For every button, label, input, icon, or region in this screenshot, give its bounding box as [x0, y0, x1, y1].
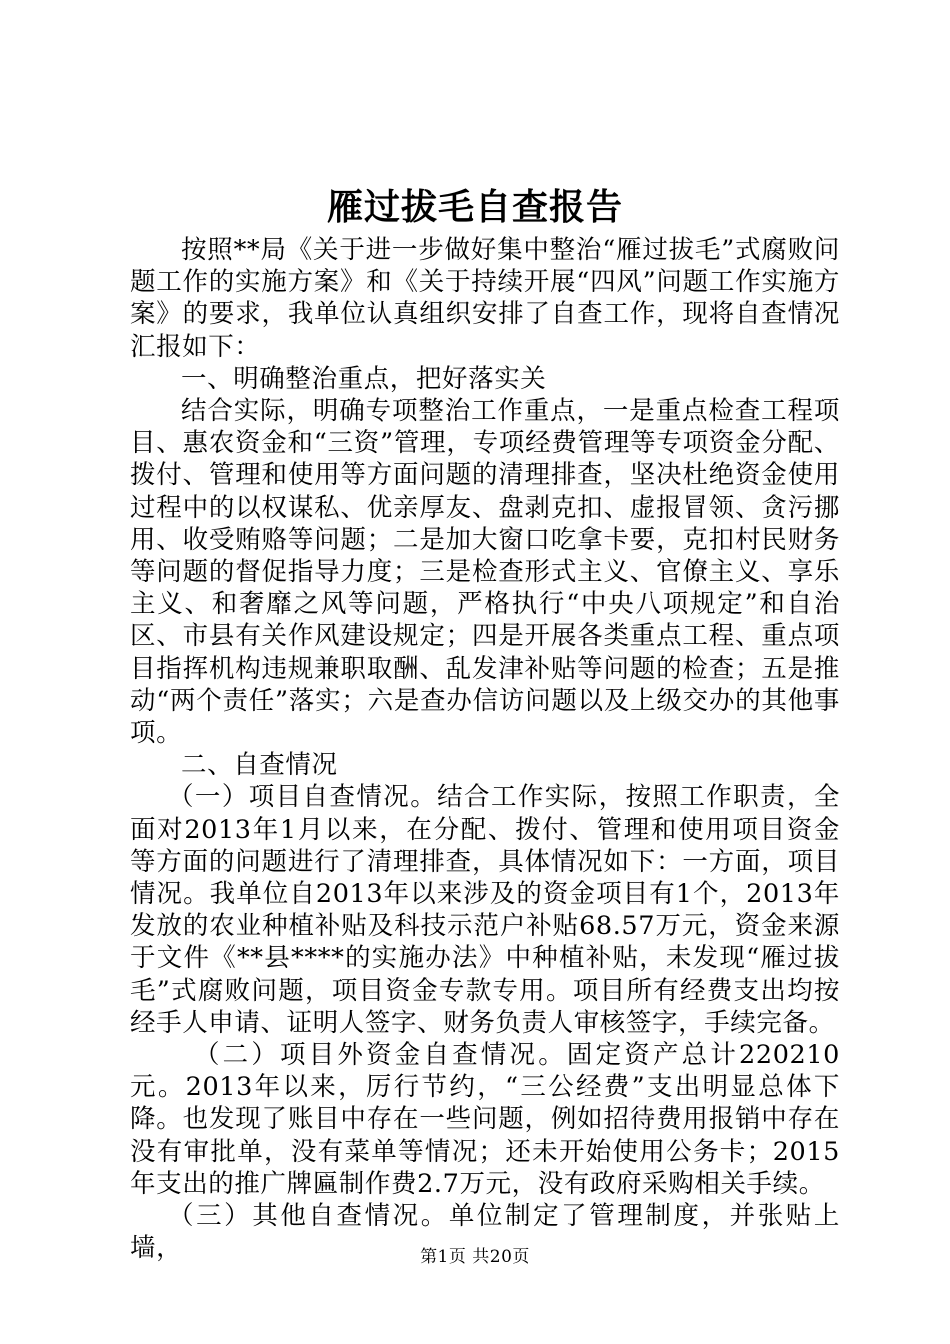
subsection-1-paragraph: （一）项目自查情况。结合工作实际，按照工作职责，全面对2013年1月以来，在分配、拨付、管理和使用项目资金等方面的问题进行了清理排查，具体情况如下：一方面，项目情况。我单位自2013年以来涉及的资金项目有1个，2013年发放的农业种植补贴及科技示范户补贴68.57万元，资金来源于文件《**县****的实施办法》中种植补贴，未发现“雁过拔毛”式腐败问题，项目资金专款专用。项目所有经费支出均按经手人申请、证明人签字、财务负责人审核签字，手续完备。 — [130, 782, 840, 1038]
document-body — [130, 234, 840, 1265]
page-number-footer: 第1页 共20页 — [420, 1247, 530, 1267]
section-heading-1: 一、明确整治重点，把好落实关 — [181, 363, 547, 394]
document-title: 雁过拔毛自查报告 — [326, 186, 623, 228]
section-heading-2: 二、自查情况 — [181, 750, 338, 781]
section-1-paragraph: 结合实际，明确专项整治工作重点，一是重点检查工程项目、惠农资金和“三资”管理，专项经费管理等专项资金分配、拨付、管理和使用等方面问题的清理排查，坚决杜绝资金使用过程中的以权谋私、优亲厚友、盘剥克扣、虚报冒领、贪污挪用、收受贿赂等问题；二是加大窗口吃拿卡要，克扣村民财务等问题的督促指导力度；三是检查形式主义、官僚主义、享乐主义、和奢靡之风等问题，严格执行“中央八项规定”和自治区、市县有关作风建设规定；四是开展各类重点工程、重点项目指挥机构违规兼职取酬、乱发津补贴等问题的检查；五是推动“两个责任”落实；六是查办信访问题以及上级交办的其他事项。 — [130, 396, 840, 749]
intro-paragraph: 按照**局《关于进一步做好集中整治“雁过拔毛”式腐败问题工作的实施方案》和《关于持续开展“四风”问题工作实施方案》的要求，我单位认真组织安排了自查工作，现将自查情况汇报如下： — [130, 235, 840, 362]
subsection-2-paragraph: （二）项目外资金自查情况。固定资产总计220210元。2013年以来，厉行节约，“三公经费”支出明显总体下降。也发现了账目中存在一些问题，例如招待费用报销中存在没有审批单，没有菜单等情况；还未开始使用公务卡；2015年支出的推广牌匾制作费2.7万元，没有政府采购相关手续。 — [130, 1040, 840, 1199]
subsection-3-paragraph: （三）其他自查情况。单位制定了管理制度，并张贴上墙， — [130, 1201, 840, 1264]
